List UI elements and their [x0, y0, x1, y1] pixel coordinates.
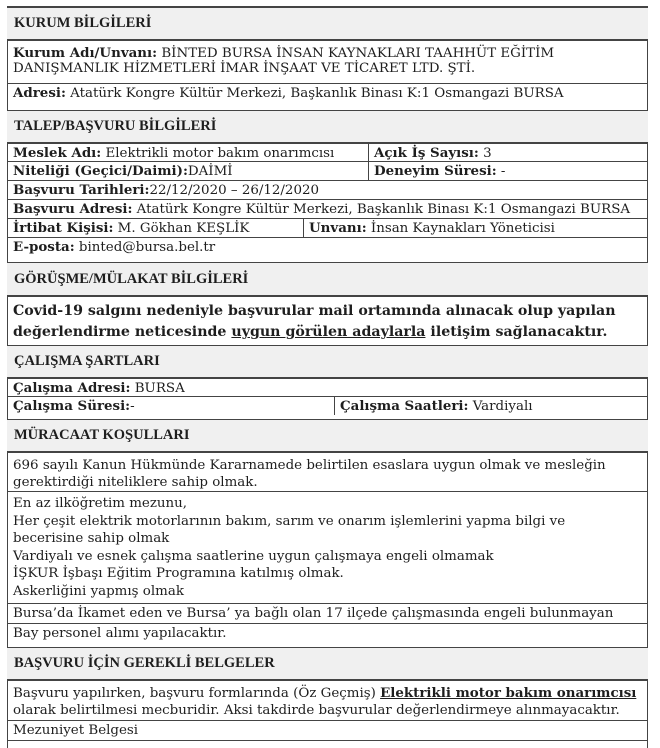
- cell-saatleri: [334, 397, 533, 415]
- row-basvuru-adresi: [7, 199, 648, 218]
- list-item: [7, 603, 648, 623]
- section-header-belgeler: [7, 647, 648, 680]
- field-label: Açık İş Sayısı:: [374, 145, 479, 161]
- document-text: olarak belirtilmesi mecburidir. Aksi takdirde başvurular değerlendirmeye alınmayacaktır.: [13, 703, 620, 718]
- cell-deneyim: [368, 162, 505, 180]
- field-value: DAİMİ: [187, 164, 233, 179]
- condition-text: Askerliğini yapmış olmak: [13, 583, 184, 599]
- notice-text: iletişim sağlanacaktır.: [425, 324, 608, 340]
- cell-unvan: [303, 219, 555, 237]
- field-value: 22/12/2020 – 26/12/2020: [149, 183, 320, 198]
- field-label: Unvanı:: [309, 220, 367, 236]
- email-link[interactable]: binted@bursa.bel.tr: [78, 240, 216, 255]
- condition-text: Her çeşit elektrik motorlarının bakım, sarım ve onarım işlemlerini yapma bilgi ve: [13, 513, 566, 529]
- notice-text: Covid-19 salgını nedeniyle başvurular mail ortamında alınacak olup yapılan: [13, 303, 616, 319]
- row-eposta: [7, 237, 648, 256]
- section-header-kurum: [7, 7, 648, 40]
- condition-text: Bursa’da İkamet eden ve Bursa’ ya bağlı olan 17 ilçede çalışmasında engeli bulunmayan: [13, 606, 614, 621]
- field-label: Niteliği (Geçici/Daimi):: [13, 163, 188, 179]
- list-item: [7, 623, 648, 643]
- row-calisma-suresi: [7, 396, 648, 415]
- section-title: BAŞVURU İÇİN GEREKLİ BELGELER: [14, 655, 275, 672]
- row-calisma-adresi: [7, 378, 648, 396]
- row-kurum-adres: [7, 83, 648, 101]
- field-label: Başvuru Tarihleri:: [13, 182, 150, 198]
- row-irtibat: [7, 218, 648, 237]
- section-header-gorusme: [7, 262, 648, 296]
- document-text: Mezuniyet Belgesi: [13, 723, 139, 738]
- list-item: [7, 680, 648, 720]
- section-title: MÜRACAAT KOŞULLARI: [14, 427, 190, 444]
- condition-text: En az ilköğretim mezunu,: [13, 496, 188, 511]
- section-header-muracaat: [7, 419, 648, 452]
- field-label: Kurum Adı/Unvanı:: [13, 45, 158, 61]
- field-label: Adresi:: [13, 85, 66, 101]
- field-label: Çalışma Saatleri:: [340, 398, 469, 414]
- field-value: BURSA: [134, 381, 185, 396]
- field-value: M. Gökhan KEŞLİK: [117, 221, 250, 236]
- condition-text: 696 sayılı Kanun Hükmünde Kararnamede belirtilen esaslara uygun olmak ve mesleğin: [13, 458, 606, 473]
- condition-text: Vardiyalı ve esnek çalışma saatlerine uygun çalışmaya engeli olmamak: [13, 548, 494, 564]
- field-value: 3: [483, 146, 492, 161]
- cell-niteligi: [7, 162, 368, 180]
- list-item: [7, 452, 648, 491]
- condition-text: becerisine sahip olmak: [13, 531, 170, 546]
- cell-irtibat: [7, 219, 303, 237]
- field-value: -: [130, 399, 135, 414]
- list-item: [7, 491, 648, 603]
- row-niteligi: [7, 161, 648, 180]
- cell-suresi: [7, 397, 334, 415]
- notice-emphasis: uygun görülen adaylarla: [231, 324, 426, 340]
- row-meslek: [7, 143, 648, 161]
- document-text: Başvuru yapılırken, başvuru formlarında (Öz Geçmiş): [13, 686, 381, 701]
- section-title: TALEP/BAŞVURU BİLGİLERİ: [14, 118, 217, 135]
- field-value: İnsan Kaynakları Yöneticisi: [370, 221, 555, 236]
- field-label: Çalışma Süresi:: [13, 398, 131, 414]
- notice-text: değerlendirme neticesinde: [13, 324, 232, 340]
- field-label: E-posta:: [13, 239, 75, 255]
- field-label: Çalışma Adresi:: [13, 380, 131, 396]
- field-label: İrtibat Kişisi:: [13, 220, 114, 236]
- field-value: Elektrikli motor bakım onarımcısı: [105, 146, 335, 161]
- row-kurum-adi: [7, 40, 648, 83]
- row-gorusme-text: [7, 296, 648, 345]
- section-header-talep: [7, 110, 648, 143]
- condition-text: İŞKUR İşbaşı Eğitim Programına katılmış olmak.: [13, 566, 344, 581]
- field-value: DANIŞMANLIK HİZMETLERİ İMAR İNŞAAT VE TİCARET LTD. ŞTİ.: [13, 61, 476, 76]
- section-title: ÇALIŞMA ŞARTLARI: [14, 353, 160, 370]
- field-value: -: [500, 164, 506, 179]
- cell-meslek: [7, 144, 368, 161]
- section-header-calisma: [7, 345, 648, 378]
- list-item: [7, 720, 648, 740]
- field-value: BİNTED BURSA İNSAN KAYNAKLARI TAAHHÜT EĞİTİM: [161, 46, 555, 61]
- field-label: Başvuru Adresi:: [13, 201, 133, 217]
- field-value: Atatürk Kongre Kültür Merkezi, Başkanlık Binası K:1 Osmangazi BURSA: [136, 202, 631, 217]
- field-value: Atatürk Kongre Kültür Merkezi, Başkanlık Binası K:1 Osmangazi BURSA: [70, 86, 564, 101]
- document-emphasis: Elektrikli motor bakım onarımcısı: [380, 685, 637, 701]
- section-title: GÖRÜŞME/MÜLAKAT BİLGİLERİ: [14, 270, 249, 287]
- field-label: Deneyim Süresi:: [374, 163, 497, 179]
- field-value: Vardiyalı: [472, 399, 533, 414]
- row-tarih: [7, 180, 648, 199]
- cell-acik-is: [368, 144, 492, 161]
- table-bottom-border: [7, 740, 648, 746]
- section-title: KURUM BİLGİLERİ: [14, 15, 152, 32]
- condition-text: gerektirdiği niteliklere sahip olmak.: [13, 475, 258, 490]
- field-label: Meslek Adı:: [13, 145, 102, 161]
- condition-text: Bay personel alımı yapılacaktır.: [13, 626, 227, 641]
